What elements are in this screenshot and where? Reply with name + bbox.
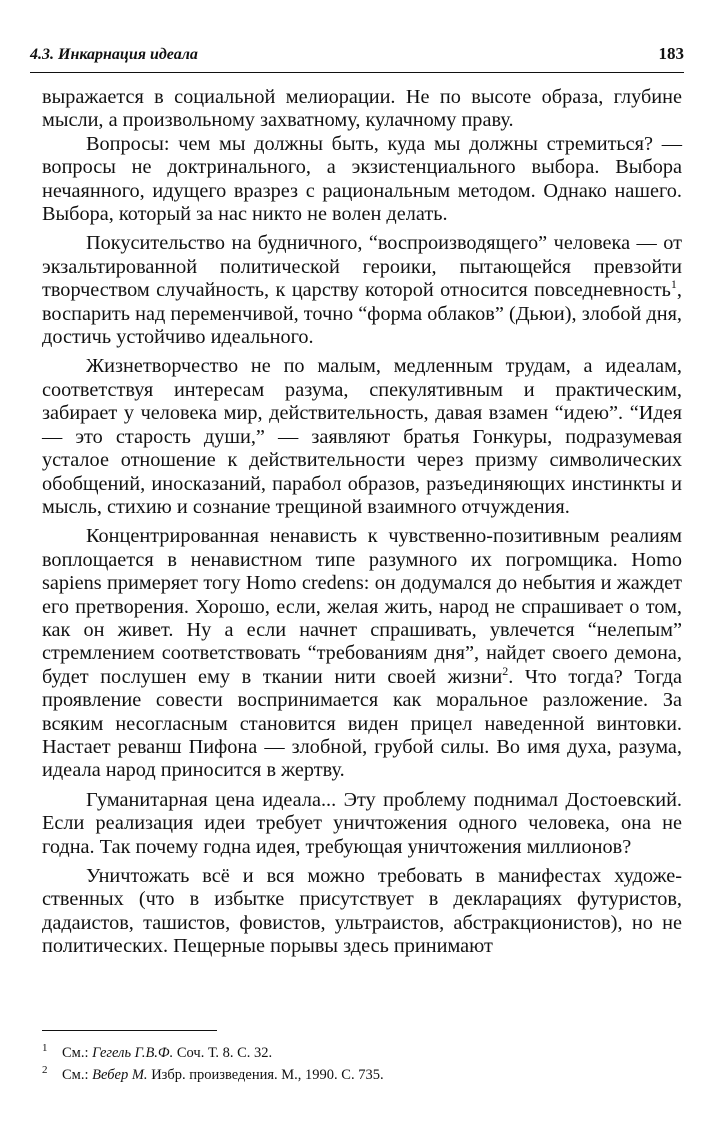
footnote-prefix: См.: <box>62 1067 93 1083</box>
paragraph-text: Покусительство на будничного, “воспроизводящего” человека — от экзальтированной политической героики, пытающейся превзойти творчеством случайность, к царству которой относится повседневность <box>42 232 682 302</box>
running-header <box>30 44 684 64</box>
footnote-source: Избр. произведения. М., 1990. С. 735. <box>147 1067 384 1083</box>
paragraph-text: , воспарить над переменчивой, точно “форма облаков” (Дьюи), злобой дня, достичь устойчиво идеального. <box>42 279 682 349</box>
paragraph: выражается в социальной мелиорации. Не по высоте образа, глубине мысли, а произвольному захватному, кулачному праву. <box>42 86 682 132</box>
section-title: 4.3. Инкарнация идеала <box>30 46 198 63</box>
footnote-author: Вебер М. <box>92 1067 148 1083</box>
footnote-author: Гегель Г.В.Ф. <box>92 1045 174 1061</box>
footnote-source: Соч. Т. 8. С. 32. <box>173 1045 273 1061</box>
paragraph: Вопросы: чем мы должны быть, куда мы должны стремиться? — вопросы не доктринального, а экзистенциального выбора. Выбора нечаянного, идущего вразрез с рациональным методом. Однако нашего. Выбора, который за нас никто не волен делать. <box>42 132 682 226</box>
footnote <box>42 1064 682 1086</box>
footnote-ref: 1 <box>670 277 677 292</box>
footnote-mark: 2 <box>42 1064 48 1076</box>
footnote-prefix: См.: <box>62 1045 93 1061</box>
header-rule <box>30 72 684 73</box>
paragraph-text: Концентрированная ненависть к чувственно-позитивным реалиям воплощается в ненавистном типе разумного их погромщика. Homo sapiens примеряет тогу Homo credens: он додумался до небытия и жаждет его претворения. Хорошо, если, желая жить, народ не спрашивает о том, как он живет. Ну а если начнет спрашивать, увлечется “нелепым” стремлением соответствовать “требованиям дня”, найдет своего демона, будет послушен ему в ткании нити своей жизни <box>42 525 682 688</box>
footnote <box>42 1042 682 1064</box>
footnote-text <box>62 1042 272 1064</box>
footnotes <box>42 1042 682 1086</box>
paragraph <box>42 525 682 782</box>
paragraph: Уничтожать всё и вся можно требовать в манифестах художественных (что в избытке присутствует в декларациях футуристов, дадаистов, ташистов, фовистов, ультраистов, абстракционистов), но не политических. Пещерные порывы здесь принимают <box>42 865 682 958</box>
footnote-mark: 1 <box>42 1042 48 1054</box>
paragraph-text: . Что тогда? Тогда проявление совести воспринимается как моральное разложение. За всяким несогласным становится виден прицел наведенной винтовки. Настает реванш Пифона — злобной, грубой силы. Во имя духа, разума, идеала народ приносится в жертву. <box>42 665 682 782</box>
footnote-rule <box>42 1030 217 1031</box>
paragraph <box>42 232 682 349</box>
page-number: 183 <box>658 44 684 63</box>
footnote-ref: 2 <box>502 663 509 678</box>
paragraph: Жизнетворчество не по малым, медленным трудам, а идеалам, соответствуя интересам разума, спекулятивным и практическим, забирает у человека мир, действительность, давая взамен “идею”. “Идея — это старость души,” — заявляют братья Гонкуры, подразумевая усталое отношение к действительности через призму символических обобщений, иносказаний, парабол образов, разъединяющих инстинкты и мысль, стихию и сознание трещиной взаимного отчуждения. <box>42 355 682 518</box>
paragraph: Гуманитарная цена идеала... Эту проблему поднимал Достоевский. Если реализация идеи требует уничтожения одного человека, она не годна. Так почему годна идея, требующая уничтожения миллионов? <box>42 788 682 858</box>
footnote-text <box>62 1064 384 1086</box>
body-text <box>42 86 682 959</box>
